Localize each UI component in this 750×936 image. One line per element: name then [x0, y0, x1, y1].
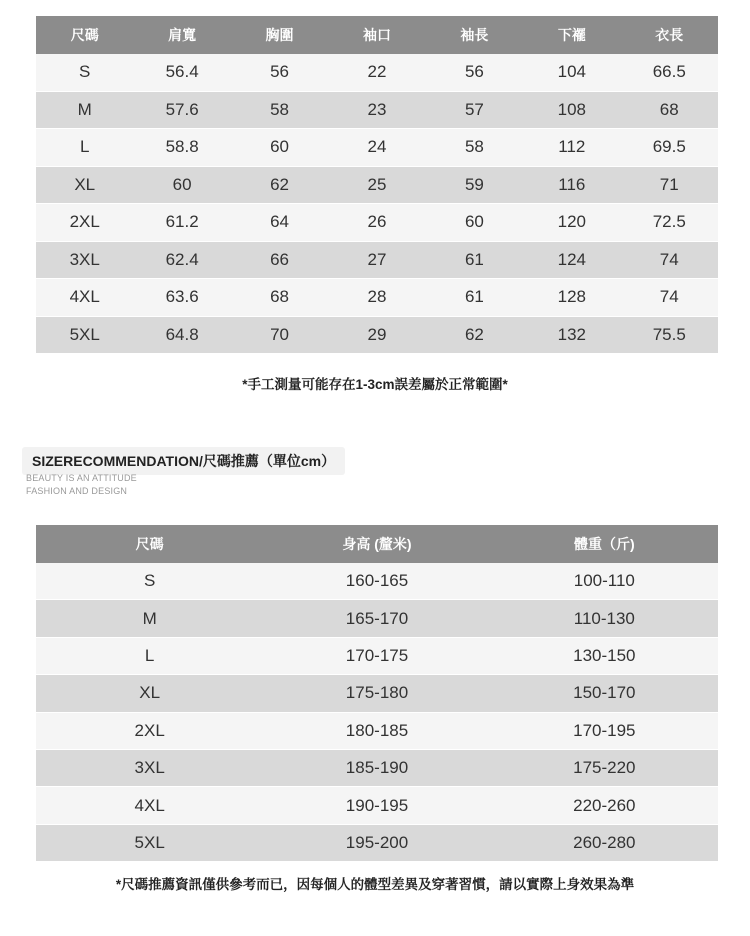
table-cell: 57 [426, 91, 523, 129]
table-cell: 74 [621, 241, 718, 279]
table-cell: 124 [523, 241, 620, 279]
table-cell: 61 [426, 241, 523, 279]
table-cell: 75.5 [621, 316, 718, 353]
table-cell: 62 [426, 316, 523, 353]
table-cell: 180-185 [263, 712, 490, 749]
recommendation-row [36, 787, 718, 824]
table-cell: 68 [231, 279, 328, 317]
table-cell: 132 [523, 316, 620, 353]
recommendation-row [36, 563, 718, 600]
size-chart-header-row [36, 16, 718, 54]
header-hem: 下襬 [523, 16, 620, 54]
table-cell: 60 [133, 166, 230, 204]
recommendation-header-row [36, 525, 718, 563]
table-cell: 66.5 [621, 54, 718, 91]
table-cell: 28 [328, 279, 425, 317]
header-cuff: 袖口 [328, 16, 425, 54]
table-cell: 24 [328, 129, 425, 167]
table-cell: 23 [328, 91, 425, 129]
size-recommendation-table [36, 525, 718, 861]
table-cell: 56 [426, 54, 523, 91]
table-cell: 61 [426, 279, 523, 317]
header-weight: 體重（斤) [491, 525, 718, 563]
table-cell: 63.6 [133, 279, 230, 317]
table-cell: 56 [231, 54, 328, 91]
table-cell: 2XL [36, 204, 133, 242]
table-cell: M [36, 600, 263, 637]
table-cell: 3XL [36, 241, 133, 279]
table-cell: 25 [328, 166, 425, 204]
table-cell: 57.6 [133, 91, 230, 129]
table-cell: 64 [231, 204, 328, 242]
table-cell: 100-110 [491, 563, 718, 600]
table-cell: 130-150 [491, 637, 718, 674]
table-cell: 260-280 [491, 824, 718, 861]
table-cell: 60 [426, 204, 523, 242]
table-cell: 190-195 [263, 787, 490, 824]
table-cell: 2XL [36, 712, 263, 749]
table-cell: 120 [523, 204, 620, 242]
table-cell: 71 [621, 166, 718, 204]
size-chart-row [36, 54, 718, 91]
table-cell: M [36, 91, 133, 129]
table-cell: 3XL [36, 749, 263, 786]
recommendation-row [36, 637, 718, 674]
header-chest: 胸圍 [231, 16, 328, 54]
table-cell: 175-180 [263, 675, 490, 712]
table-cell: 72.5 [621, 204, 718, 242]
size-chart-row [36, 91, 718, 129]
size-chart-row [36, 316, 718, 353]
table-cell: 62 [231, 166, 328, 204]
header-height: 身高 (釐米) [263, 525, 490, 563]
recommendation-row [36, 600, 718, 637]
table-cell: 110-130 [491, 600, 718, 637]
table-cell: 195-200 [263, 824, 490, 861]
table-cell: 26 [328, 204, 425, 242]
table-cell: 68 [621, 91, 718, 129]
table-cell: 64.8 [133, 316, 230, 353]
header-length: 衣長 [621, 16, 718, 54]
table-cell: 185-190 [263, 749, 490, 786]
table-cell: 4XL [36, 279, 133, 317]
table-cell: XL [36, 675, 263, 712]
table-cell: 70 [231, 316, 328, 353]
size-chart-row [36, 166, 718, 204]
table-cell: 116 [523, 166, 620, 204]
size-chart-row [36, 279, 718, 317]
header-size: 尺碼 [36, 525, 263, 563]
size-chart-table [36, 16, 718, 353]
table-cell: 108 [523, 91, 620, 129]
table-cell: L [36, 129, 133, 167]
table-cell: 66 [231, 241, 328, 279]
table-cell: 60 [231, 129, 328, 167]
table-cell: 58 [426, 129, 523, 167]
table-cell: 69.5 [621, 129, 718, 167]
table-cell: 4XL [36, 787, 263, 824]
table-cell: 58 [231, 91, 328, 129]
table-cell: S [36, 563, 263, 600]
table-cell: 128 [523, 279, 620, 317]
recommendation-row [36, 824, 718, 861]
table-cell: 175-220 [491, 749, 718, 786]
table-cell: 220-260 [491, 787, 718, 824]
section-subtitle-2: FASHION AND DESIGN [26, 486, 128, 496]
table-cell: 74 [621, 279, 718, 317]
table-cell: 5XL [36, 824, 263, 861]
table-cell: 29 [328, 316, 425, 353]
table-cell: 58.8 [133, 129, 230, 167]
table-cell: S [36, 54, 133, 91]
section-title: SIZERECOMMENDATION/尺碼推薦（單位cm） [22, 447, 345, 475]
header-size: 尺碼 [36, 16, 133, 54]
recommendation-row [36, 712, 718, 749]
table-cell: 62.4 [133, 241, 230, 279]
size-chart-row [36, 204, 718, 242]
table-cell: 22 [328, 54, 425, 91]
table-cell: 150-170 [491, 675, 718, 712]
table-cell: 170-175 [263, 637, 490, 674]
section-subtitle-1: BEAUTY IS AN ATTITUDE [26, 473, 137, 483]
table-cell: 160-165 [263, 563, 490, 600]
recommendation-row [36, 749, 718, 786]
header-shoulder: 肩寬 [133, 16, 230, 54]
table-cell: 170-195 [491, 712, 718, 749]
size-chart-row [36, 129, 718, 167]
table-cell: L [36, 637, 263, 674]
header-sleeve: 袖長 [426, 16, 523, 54]
recommendation-note: *尺碼推薦資訊僅供參考而已，因每個人的體型差異及穿著習慣，請以實際上身效果為準 [115, 877, 635, 892]
table-cell: 61.2 [133, 204, 230, 242]
table-cell: 165-170 [263, 600, 490, 637]
size-chart-row [36, 241, 718, 279]
table-cell: 112 [523, 129, 620, 167]
recommendation-row [36, 675, 718, 712]
table-cell: XL [36, 166, 133, 204]
table-cell: 59 [426, 166, 523, 204]
table-cell: 104 [523, 54, 620, 91]
table-cell: 27 [328, 241, 425, 279]
measurement-note: *手工測量可能存在1-3cm誤差屬於正常範圍* [242, 377, 508, 392]
table-cell: 56.4 [133, 54, 230, 91]
table-cell: 5XL [36, 316, 133, 353]
